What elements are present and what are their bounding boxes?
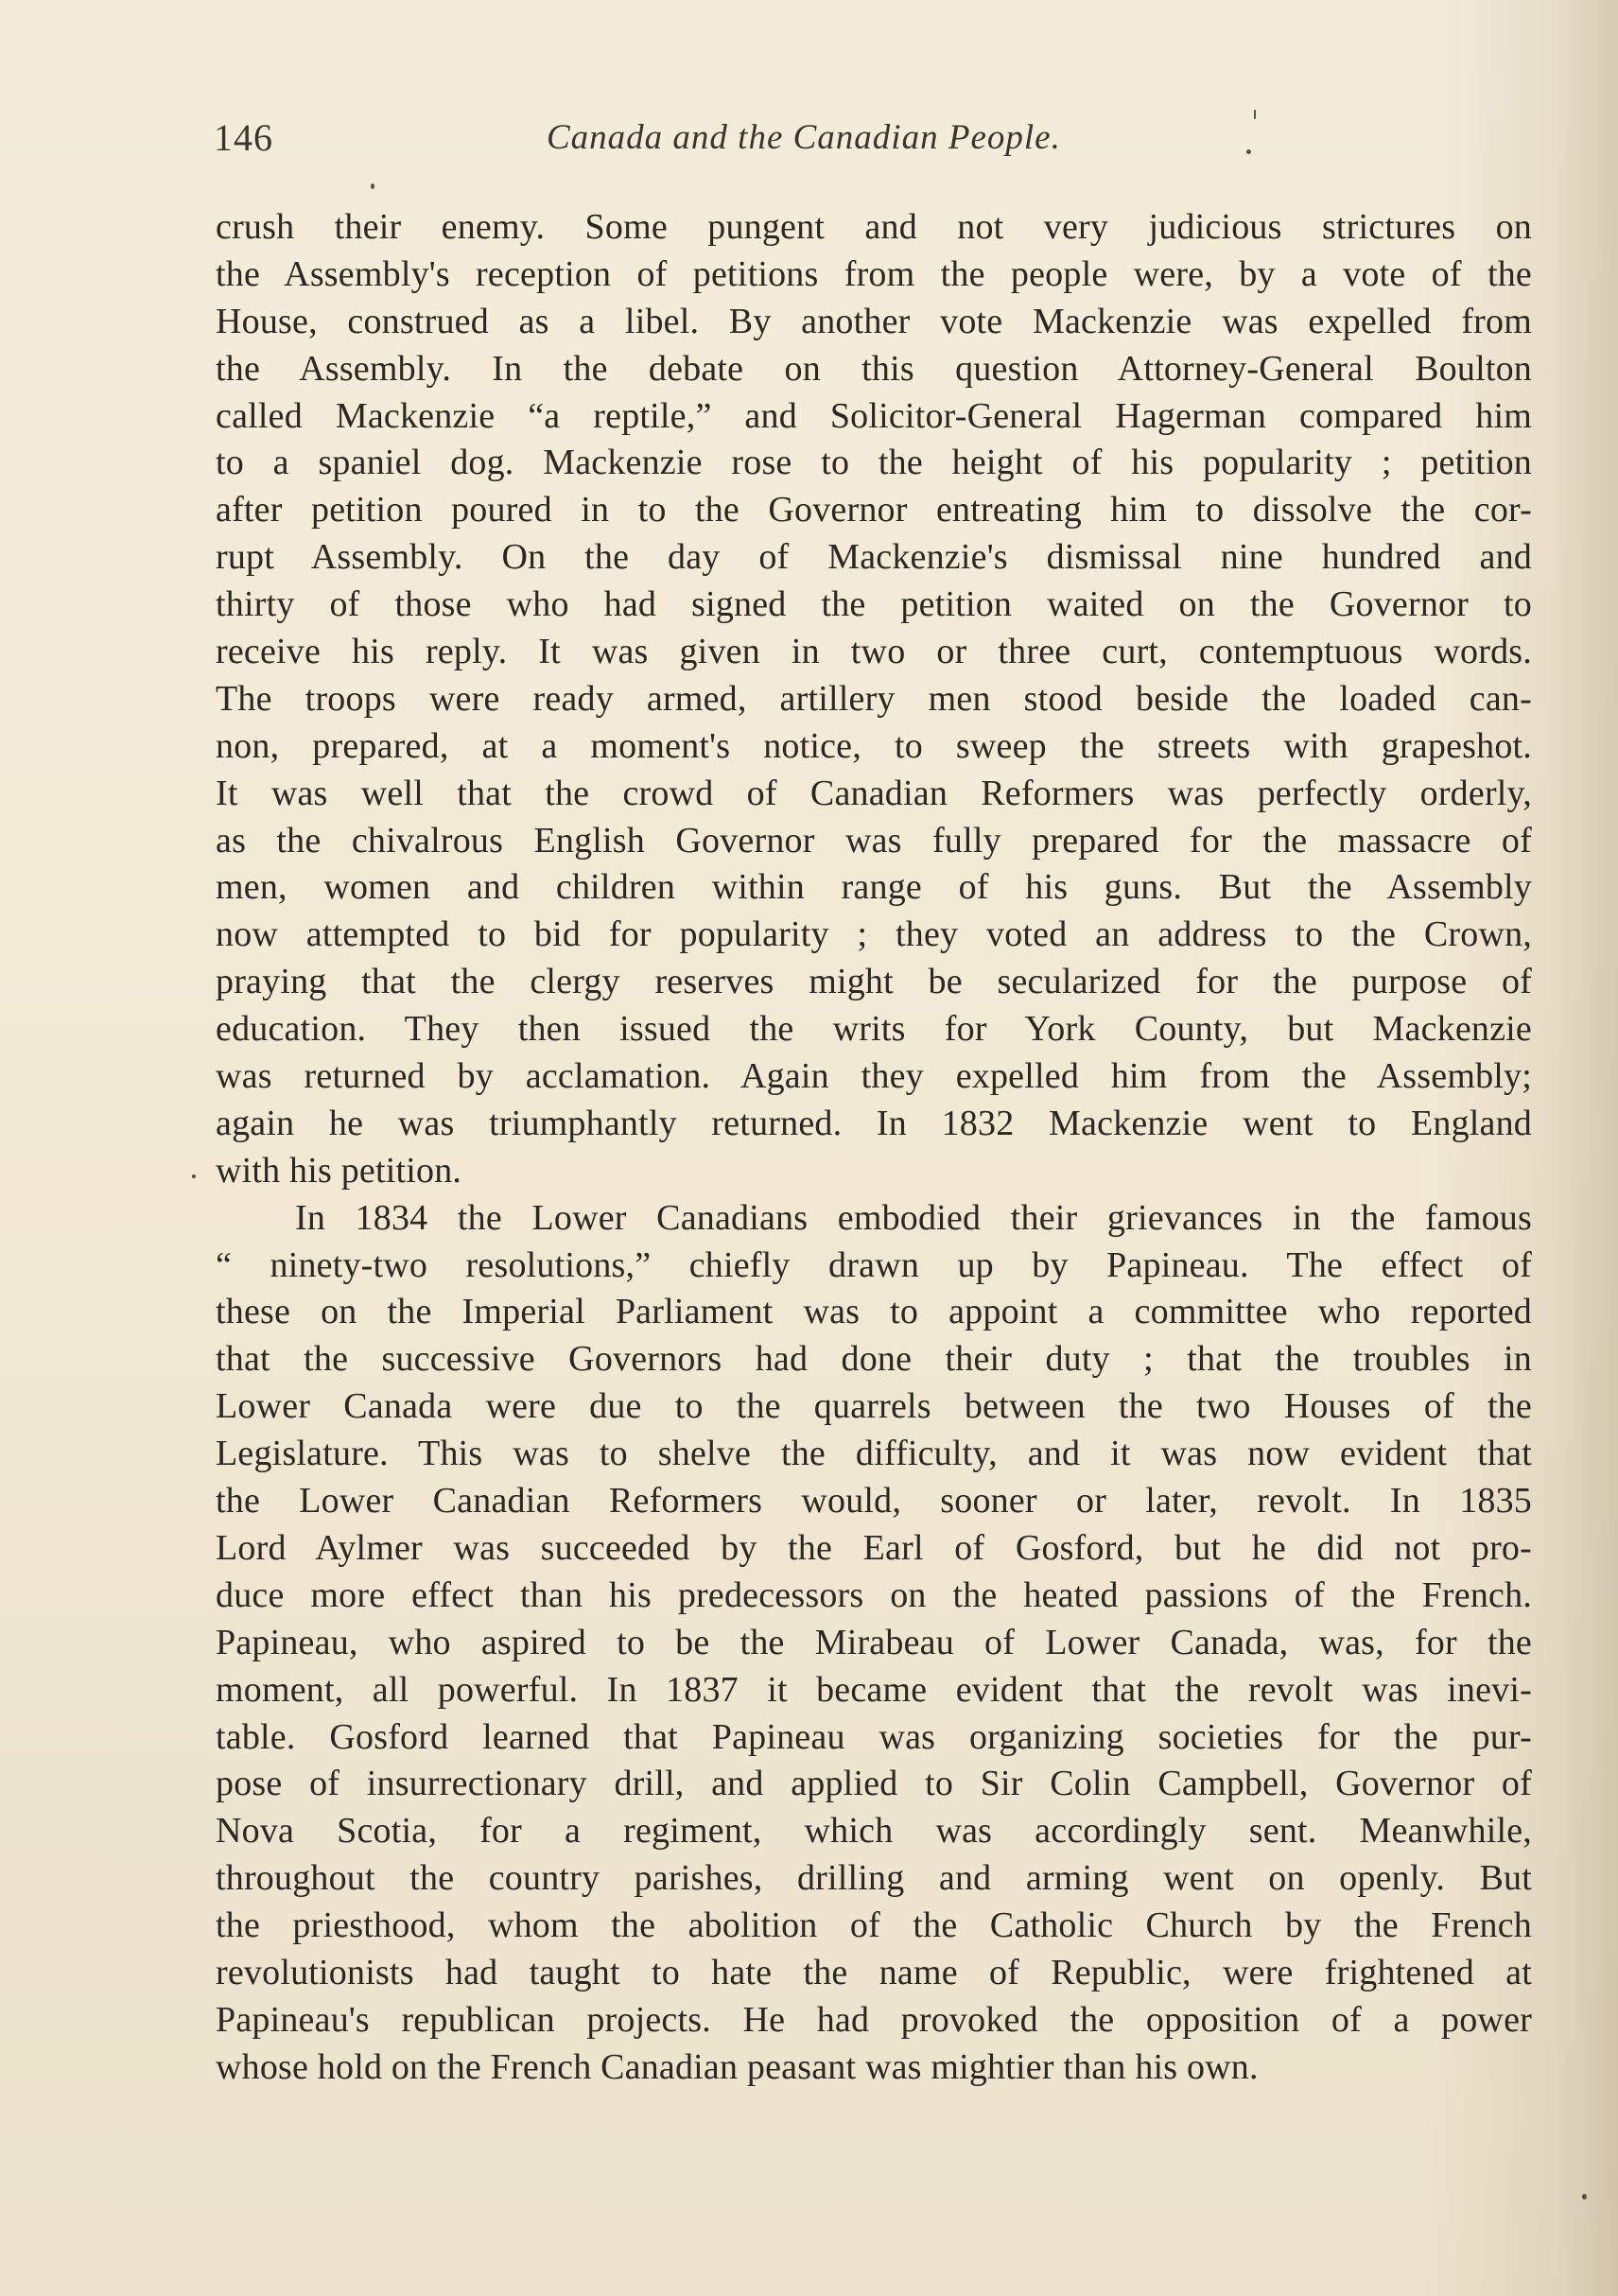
paragraph-1 bbox=[216, 204, 1532, 1195]
text-line: the priesthood, whom the abolition of the Catholic Church by the French bbox=[216, 1905, 1532, 1946]
ink-speck bbox=[371, 183, 374, 189]
text-line: pose of insurrectionary drill, and applied to Sir Colin Campbell, Governor of bbox=[216, 1764, 1532, 1804]
body-text bbox=[216, 204, 1532, 2092]
page-number: 146 bbox=[214, 116, 273, 159]
text-line: after petition poured in to the Governor entreating him to dissolve the cor- bbox=[216, 490, 1532, 531]
ink-speck bbox=[1254, 110, 1256, 119]
text-line: again he was triumphantly returned. In 1832 Mackenzie went to England bbox=[216, 1103, 1532, 1143]
ink-speck bbox=[1246, 149, 1251, 154]
text-line: table. Gosford learned that Papineau was organizing societies for the pur- bbox=[216, 1716, 1532, 1757]
text-line: Papineau, who aspired to be the Mirabeau of Lower Canada, was, for the bbox=[216, 1622, 1532, 1662]
text-line: “ ninety-two resolutions,” chiefly drawn up by Papineau. The effect of bbox=[216, 1244, 1532, 1285]
text-line: with his petition. bbox=[216, 1150, 462, 1191]
text-line: education. They then issued the writs for York County, but Mackenzie bbox=[216, 1009, 1532, 1050]
text-line: Nova Scotia, for a regiment, which was accordingly sent. Meanwhile, bbox=[216, 1811, 1532, 1852]
text-line: revolutionists had taught to hate the name of Republic, were frightened at bbox=[216, 1952, 1532, 1992]
text-line: Lord Aylmer was succeeded by the Earl of Gosford, but he did not pro- bbox=[216, 1527, 1532, 1568]
text-line: receive his reply. It was given in two or three curt, contemptuous words. bbox=[216, 632, 1532, 672]
text-line: House, construed as a libel. By another vote Mackenzie was expelled from bbox=[216, 301, 1532, 341]
text-line: crush their enemy. Some pungent and not very judicious strictures on bbox=[216, 207, 1532, 247]
text-line: that the successive Governors had done their duty ; that the troubles in bbox=[216, 1339, 1532, 1380]
text-line: moment, all powerful. In 1837 it became evident that the revolt was inevi- bbox=[216, 1669, 1532, 1710]
text-line: non, prepared, at a moment's notice, to sweep the streets with grapeshot. bbox=[216, 725, 1532, 766]
text-line: whose hold on the French Canadian peasant was mightier than his own. bbox=[216, 2046, 1259, 2087]
text-line: to a spaniel dog. Mackenzie rose to the height of his popularity ; petition bbox=[216, 443, 1532, 483]
text-line: men, women and children within range of his guns. But the Assembly bbox=[216, 867, 1532, 908]
running-title: Canada and the Canadian People. bbox=[547, 118, 1061, 157]
running-head bbox=[214, 115, 1273, 172]
text-line: called Mackenzie “a reptile,” and Solicitor-General Hagerman compared him bbox=[216, 395, 1532, 436]
text-line: was returned by acclamation. Again they expelled him from the Assembly; bbox=[216, 1056, 1532, 1097]
text-line: now attempted to bid for popularity ; they voted an address to the Crown, bbox=[216, 914, 1532, 955]
text-line: thirty of those who had signed the petition waited on the Governor to bbox=[216, 584, 1532, 625]
ink-speck bbox=[1582, 2194, 1587, 2200]
text-line: duce more effect than his predecessors on the heated passions of the French. bbox=[216, 1574, 1532, 1615]
text-line: Legislature. This was to shelve the difficulty, and it was now evident that bbox=[216, 1434, 1532, 1474]
text-line: Lower Canada were due to the quarrels between the two Houses of the bbox=[216, 1386, 1532, 1427]
text-line: the Assembly's reception of petitions from the people were, by a vote of the bbox=[216, 253, 1532, 294]
text-line: as the chivalrous English Governor was fully prepared for the massacre of bbox=[216, 820, 1532, 861]
text-line: throughout the country parishes, drilling and arming went on openly. But bbox=[216, 1858, 1532, 1899]
ink-speck bbox=[192, 1174, 196, 1178]
paragraph-2 bbox=[216, 1195, 1532, 2092]
text-line: praying that the clergy reserves might be secularized for the purpose of bbox=[216, 962, 1532, 1002]
text-line: rupt Assembly. On the day of Mackenzie's dismissal nine hundred and bbox=[216, 537, 1532, 578]
text-line: Papineau's republican projects. He had provoked the opposition of a power bbox=[216, 1999, 1532, 2040]
text-line: the Lower Canadian Reformers would, sooner or later, revolt. In 1835 bbox=[216, 1481, 1532, 1522]
text-line: In 1834 the Lower Canadians embodied their grievances in the famous bbox=[295, 1197, 1532, 1238]
text-line: these on the Imperial Parliament was to appoint a committee who reported bbox=[216, 1292, 1532, 1332]
text-line: The troops were ready armed, artillery men stood beside the loaded can- bbox=[216, 678, 1532, 719]
text-line: It was well that the crowd of Canadian Reformers was perfectly orderly, bbox=[216, 773, 1532, 813]
text-line: the Assembly. In the debate on this question Attorney-General Boulton bbox=[216, 348, 1532, 389]
